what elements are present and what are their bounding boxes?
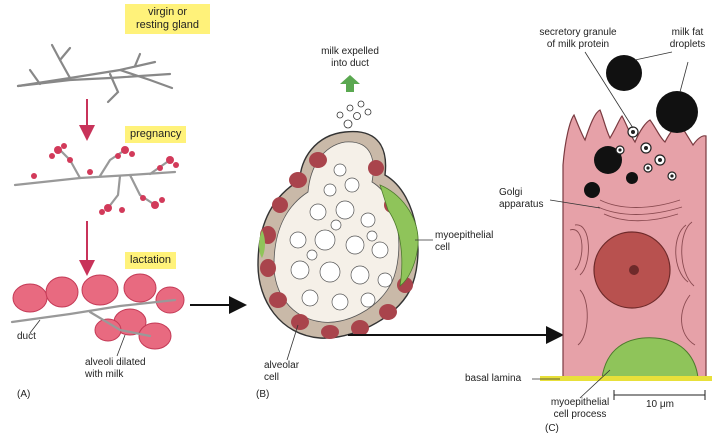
- lactation-gland-drawing: [12, 274, 184, 349]
- stage-label-virgin: virgin or resting gland: [125, 4, 210, 34]
- golgi-label: Golgi apparatus: [499, 187, 544, 210]
- virgin-gland-drawing: [18, 45, 172, 102]
- milk-fat-label: milk fat droplets: [669, 27, 706, 50]
- alveoli-label: alveoli dilated with milk: [85, 357, 146, 380]
- pregnancy-gland-drawing: [15, 143, 179, 215]
- panel-c-letter: (C): [545, 423, 559, 434]
- basal-lamina: [540, 376, 712, 381]
- milk-expelled-arrow: [340, 75, 360, 92]
- panel-b-letter: (B): [256, 389, 270, 400]
- secretory-cell-drawing: [540, 55, 712, 381]
- myoepithelial-process-label: myoepithelial cell process: [550, 397, 610, 420]
- scale-bar-label: 10 μm: [646, 399, 674, 410]
- panel-a-letter: (A): [17, 389, 31, 400]
- secretory-granule-label: secretory granule of milk protein: [539, 27, 617, 50]
- duct-label: duct: [17, 331, 36, 342]
- basal-lamina-label: basal lamina: [465, 373, 522, 384]
- stage-label-lactation: lactation: [125, 252, 176, 269]
- myoepithelial-cell-label: myoepithelial cell: [435, 230, 494, 253]
- milk-expelled-label: milk expelled into duct: [321, 46, 379, 69]
- stage-label-pregnancy: pregnancy: [125, 126, 186, 143]
- alveolar-cell-label: alveolar cell: [264, 360, 300, 383]
- alveolus-drawing: [258, 101, 418, 339]
